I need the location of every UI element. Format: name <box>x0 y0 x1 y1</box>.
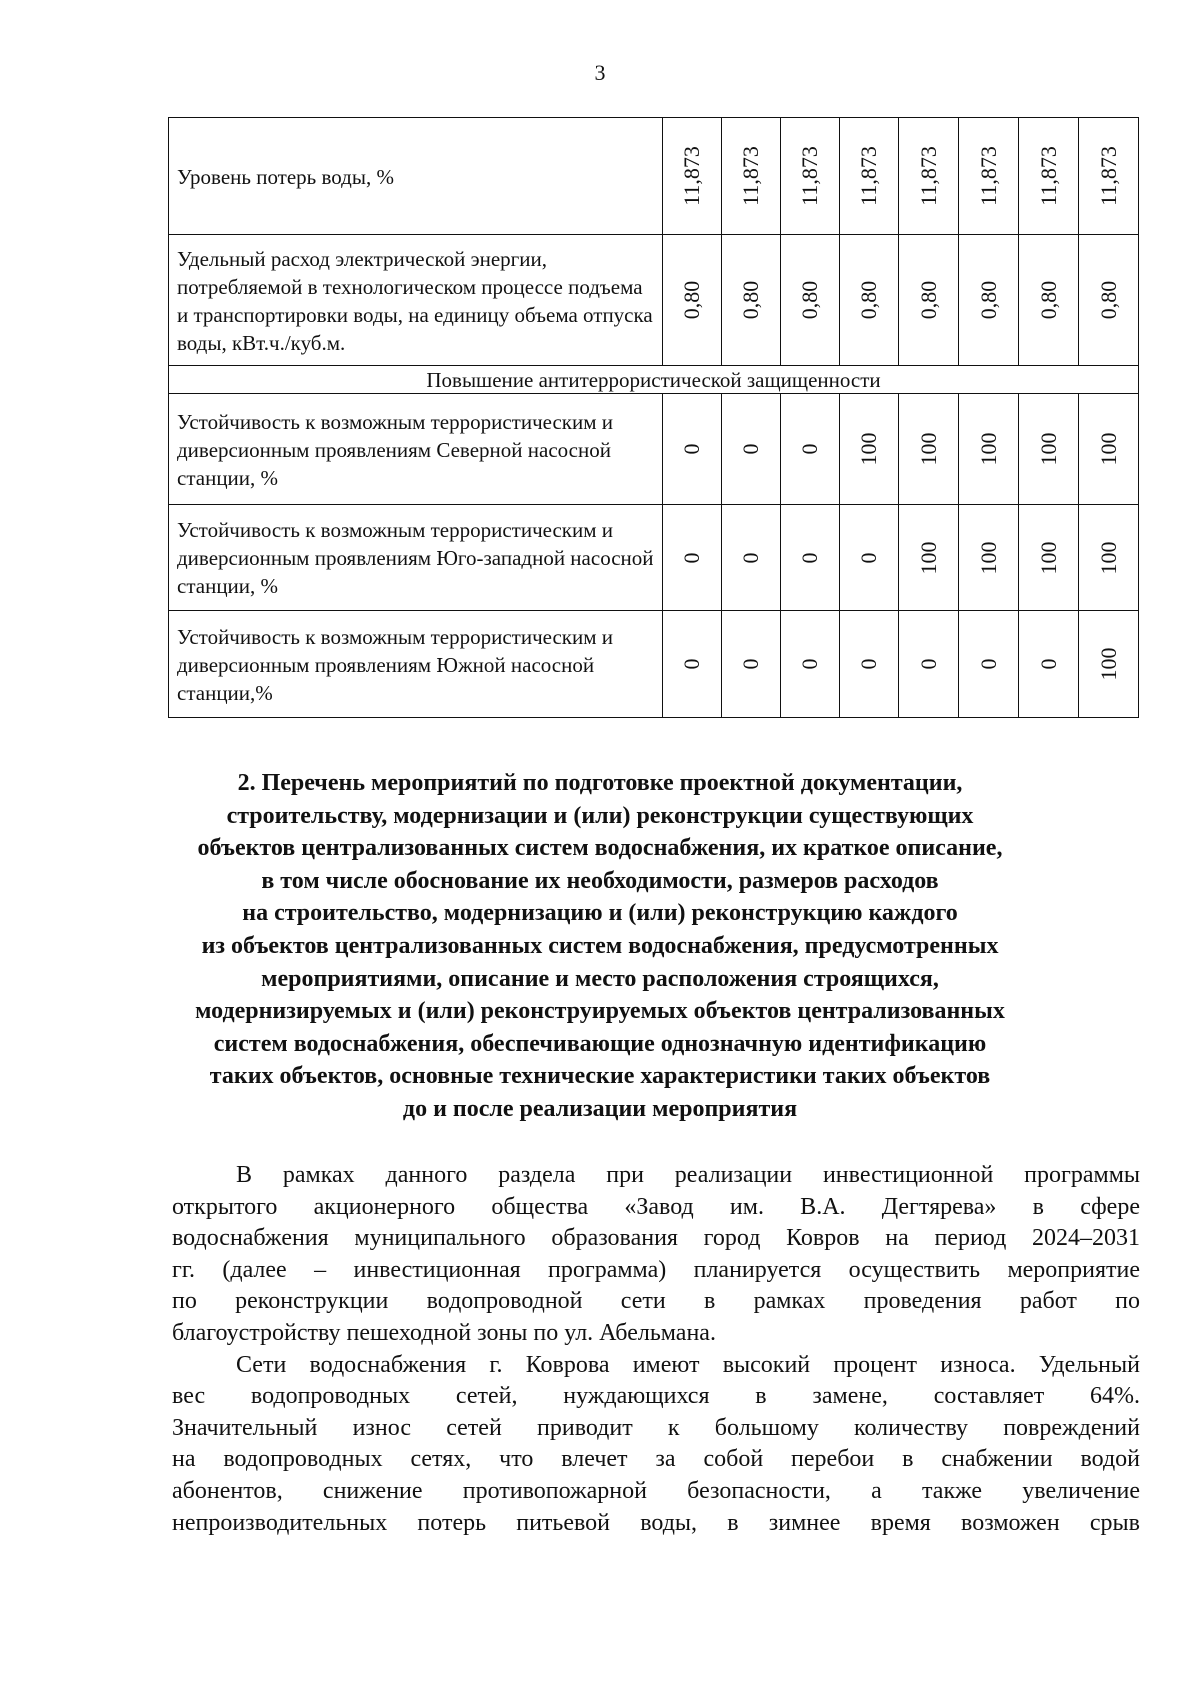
indicator-value-cell <box>722 611 781 718</box>
indicator-value: 11,873 <box>975 146 1001 206</box>
indicator-value-cell <box>840 118 899 235</box>
indicator-value-cell <box>663 235 722 366</box>
indicator-value-cell <box>722 505 781 611</box>
heading-line: систем водоснабжения, обеспечивающие однозначную идентификацию <box>213 1030 987 1057</box>
indicator-value-cell <box>899 505 959 611</box>
indicator-value-cell <box>840 611 899 718</box>
indicator-value-cell <box>1079 118 1139 235</box>
indicator-value-cell <box>781 235 840 366</box>
table-row <box>169 118 1139 235</box>
indicator-value: 11,873 <box>1035 146 1061 206</box>
heading-line: в том числе обоснование их необходимости, размеров расходов <box>261 867 939 894</box>
paragraph-line: абонентов, снижение противопожарной безопасности, а также увеличение <box>172 1477 1140 1504</box>
body-text <box>172 1160 1140 1539</box>
paragraph-line: водоснабжения муниципального образования город Ковров на период 2024–2031 <box>172 1225 1140 1252</box>
indicator-value-cell <box>1019 505 1079 611</box>
paragraph-line: В рамках данного раздела при реализации инвестиционной программы <box>236 1162 1140 1188</box>
paragraph-line: открытого акционерного общества «Завод им. В.А. Дегтярева» в сфере <box>172 1193 1140 1220</box>
heading-line: таких объектов, основные технические характеристики таких объектов <box>209 1063 991 1090</box>
indicator-label: Устойчивость к возможным террористическим и диверсионным проявлениям Южной насосной станции,% <box>169 611 663 718</box>
indicator-value: 0,80 <box>797 280 822 320</box>
indicator-value-cell <box>663 394 722 505</box>
paragraph-line: вес водопроводных сетей, нуждающихся в замене, составляет 64%. <box>172 1383 1140 1410</box>
indicator-value: 0 <box>856 552 881 563</box>
indicator-value-cell <box>840 235 899 366</box>
indicator-value-cell <box>1079 235 1139 366</box>
indicator-label: Удельный расход электрической энергии, потребляемой в технологическом процессе подъема и транспортировки воды, на единицу объема отпуска воды, кВт.ч./куб.м. <box>169 235 663 366</box>
paragraph-line: непроизводительных потерь питьевой воды, в зимнее время возможен срыв <box>172 1509 1140 1536</box>
paragraph-line: по реконструкции водопроводной сети в рамках проведения работ по <box>172 1288 1140 1315</box>
indicator-value: 100 <box>1035 432 1061 466</box>
indicator-value-cell <box>722 118 781 235</box>
indicator-value: 0 <box>856 658 881 670</box>
indicator-label: Уровень потерь воды, % <box>169 118 663 235</box>
paragraph-line: благоустройству пешеходной зоны по ул. Абельмана. <box>172 1319 716 1346</box>
heading-line: на строительство, модернизацию и (или) реконструкцию каждого <box>242 900 958 927</box>
indicator-value-cell <box>722 235 781 366</box>
paragraph-line: на водопроводных сетях, что влечет за собой перебои в снабжении водой <box>172 1446 1140 1473</box>
indicator-value: 0 <box>797 443 822 455</box>
indicator-value: 11,873 <box>738 146 763 206</box>
indicator-value-cell <box>840 394 899 505</box>
indicator-value: 100 <box>975 541 1001 574</box>
indicator-value: 0 <box>797 658 822 670</box>
indicator-value-cell <box>781 394 840 505</box>
indicator-value-cell <box>959 235 1019 366</box>
indicator-value: 0 <box>679 658 704 670</box>
indicator-value: 0 <box>738 658 763 670</box>
indicator-value: 100 <box>1095 647 1121 681</box>
indicator-value: 0,80 <box>1035 280 1061 320</box>
indicator-value: 0,80 <box>975 280 1001 320</box>
table-row <box>169 505 1139 611</box>
heading-line: из объектов централизованных систем водоснабжения, предусмотренных <box>201 932 999 959</box>
indicator-value-cell <box>1019 118 1079 235</box>
indicator-value: 0,80 <box>1095 280 1121 320</box>
indicator-value: 0 <box>679 552 704 563</box>
indicator-value: 100 <box>915 541 941 574</box>
indicator-value-cell <box>1079 611 1139 718</box>
indicator-value: 0 <box>679 443 704 455</box>
indicator-value: 0,80 <box>738 280 763 320</box>
indicator-value: 0,80 <box>856 280 881 320</box>
indicator-value: 0 <box>797 552 822 563</box>
indicator-value-cell <box>840 505 899 611</box>
indicator-label: Устойчивость к возможным террористическим и диверсионным проявлениям Юго-западной насосной станции, % <box>169 505 663 611</box>
paragraph-1 <box>172 1160 1140 1350</box>
indicator-value-cell <box>959 394 1019 505</box>
heading-line: мероприятиями, описание и место расположения строящихся, <box>261 965 939 992</box>
heading-line: до и после реализации мероприятия <box>402 1095 798 1122</box>
indicators-table <box>168 117 1139 718</box>
indicator-value-cell <box>899 611 959 718</box>
indicator-value-cell <box>781 505 840 611</box>
table-section-row <box>169 366 1139 394</box>
indicator-value-cell <box>899 118 959 235</box>
indicator-value-cell <box>781 118 840 235</box>
indicator-value: 0 <box>1035 658 1061 670</box>
indicator-value: 0,80 <box>679 280 704 320</box>
indicator-value-cell <box>899 394 959 505</box>
indicator-value-cell <box>1019 235 1079 366</box>
indicator-value-cell <box>663 118 722 235</box>
indicator-value: 100 <box>1095 541 1121 574</box>
indicator-value: 0 <box>915 658 941 670</box>
indicator-value: 11,873 <box>915 146 941 206</box>
page-number: 3 <box>594 60 606 85</box>
section-heading <box>150 767 1050 1126</box>
indicator-value-cell <box>1079 505 1139 611</box>
indicator-value-cell <box>1019 611 1079 718</box>
indicator-value: 0 <box>738 552 763 563</box>
table-row <box>169 611 1139 718</box>
indicator-value-cell <box>663 505 722 611</box>
indicator-value: 11,873 <box>856 146 881 206</box>
indicator-value-cell <box>959 505 1019 611</box>
indicator-value-cell <box>781 611 840 718</box>
indicator-value-cell <box>1019 394 1079 505</box>
indicator-value-cell <box>1079 394 1139 505</box>
indicator-label: Устойчивость к возможным террористическим и диверсионным проявлениям Северной насосной станции, % <box>169 394 663 505</box>
indicator-value-cell <box>663 611 722 718</box>
indicator-value: 0,80 <box>915 280 941 320</box>
paragraph-line: гг. (далее – инвестиционная программа) планируется осуществить мероприятие <box>172 1256 1140 1283</box>
indicator-value: 100 <box>1095 432 1121 466</box>
indicator-value: 0 <box>975 658 1001 670</box>
indicator-value: 0 <box>738 443 763 455</box>
indicator-value: 11,873 <box>1095 146 1121 206</box>
paragraph-2 <box>172 1350 1140 1540</box>
paragraph-line: Сети водоснабжения г. Коврова имеют высокий процент износа. Удельный <box>236 1351 1140 1378</box>
indicator-value-cell <box>899 235 959 366</box>
heading-line: 2. Перечень мероприятий по подготовке проектной документации, <box>237 770 963 796</box>
table-row <box>169 394 1139 505</box>
indicator-value: 100 <box>1035 541 1061 574</box>
indicator-value-cell <box>959 611 1019 718</box>
indicator-value: 100 <box>915 432 941 466</box>
indicator-value: 11,873 <box>679 146 704 206</box>
heading-line: строительству, модернизации и (или) реконструкции существующих <box>226 802 974 829</box>
indicator-value: 11,873 <box>797 146 822 206</box>
heading-line: объектов централизованных систем водоснабжения, их краткое описание, <box>197 835 1003 862</box>
paragraph-line: Значительный износ сетей приводит к большому количеству повреждений <box>172 1414 1140 1441</box>
heading-line: модернизируемых и (или) реконструируемых объектов централизованных <box>195 998 1005 1025</box>
section-title-cell: Повышение антитеррористической защищенности <box>169 366 1139 394</box>
indicator-value-cell <box>722 394 781 505</box>
table-row <box>169 235 1139 366</box>
indicator-value: 100 <box>856 432 881 466</box>
indicator-value-cell <box>959 118 1019 235</box>
indicator-value: 100 <box>975 432 1001 466</box>
